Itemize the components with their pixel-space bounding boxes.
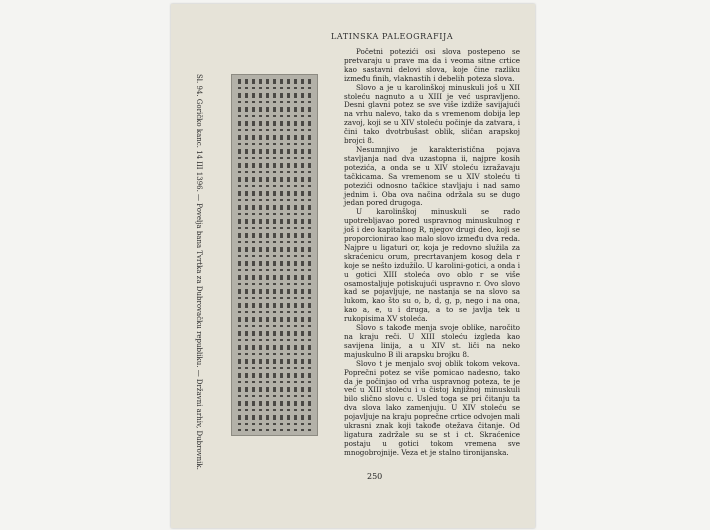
paragraph: Početni potezići osi slova postepeno se pretvaraju u prave ma da i veoma sitne crtice kao sastavni delovi slova, koje čine razliku između finih, vlaknastih i debelih poteza slova.: [344, 47, 520, 83]
book-page: [171, 4, 535, 528]
paragraph: Slovo s takođe menja svoje oblike, naročito na kraju reči. U XIII stoleću izgleda kao savijena linija, a u XIV st. liči na neko majuskulno B ili arapsku brojku 8.: [344, 323, 520, 359]
paragraph: Nesumnjivo je karakteristična pojava stavljanja nad dva uzastopna ii, najpre kosih potezića, a onda se u XIV stoleću izražavaju tačkicama. Sa vremenom se u XIV stoleću ti potezići odnosno tačkice stavljaju i nad samo jednim i. Oba ova načina održala su se dugo jedan pored drugoga.: [344, 144, 520, 208]
paragraph: Slovo t je menjalo svoj oblik tokom vekova. Poprečni potez se više pomicao nadesno, tako da je počinjao od vrha uspravnog poteza, te je već u XIII stoleću i u čistoj knjižnoj minuskuli bilo slično slovu c. Usled toga se pri čitanju ta dva slova lako zamenjuju. U XIV stoleću se pojavljuje na kraju poprečne crtice odvojen mali ukrasni znak koji takođe otežava čitanje. Od ligatura zadržale su se st i ct. Skraćenice postaju u gotici tokom vremena sve mnogobrojnije. Veza et je stalno tironijanska.: [344, 358, 520, 457]
plate-caption: Sl. 94. Goričko kanc. 14 III 1396. — Povelja bana Tvrtka za Dubrovačku republiku. — Državni arhiv, Dubrovnik.: [195, 74, 203, 470]
running-head: LATINSKA PALEOGRAFIJA: [331, 32, 454, 41]
charter-plate-image: [231, 74, 318, 436]
page-number: 250: [367, 472, 383, 481]
paragraph: U karolinškoj minuskuli se rado upotrebljavao pored uspravnog minuskulnog r još i deo kapitalnog R, njegov drugi deo, koji se proporcionirao kao malo slovo između dva reda. Najpre u ligaturi or, koja je redovno služila za skraćenicu orum, precrtavanjem kosog dela r koje se nešto izdužilo. U karolini-gotici, a onda i u gotici XIII stoleća ovo oblo r se više osamostaljuje potiskujući uspravno r. Ovo slovo kad se pojavljuje, ne nastanja se na slovo sa lukom, kao što su o, b, d, g, p, nego i na ona, kao a, e, u i druga, a to se javlja tek u rukopisima XV stoleća.: [344, 207, 520, 324]
paragraph: Slovo a je u karolinškoj minuskuli još u XII stoleću nagnuto a u XIII je već uspravljeno. Desni glavni potez se sve više izdiže savijajući na vrhu nalevo, tako da s vremenom dobija lep zavoj, koji se u XIV stoleću počinje da zatvara, i čini tako dvotrbušast oblik, sličan arapskoj brojci 8.: [344, 82, 520, 146]
body-text: [344, 48, 520, 458]
